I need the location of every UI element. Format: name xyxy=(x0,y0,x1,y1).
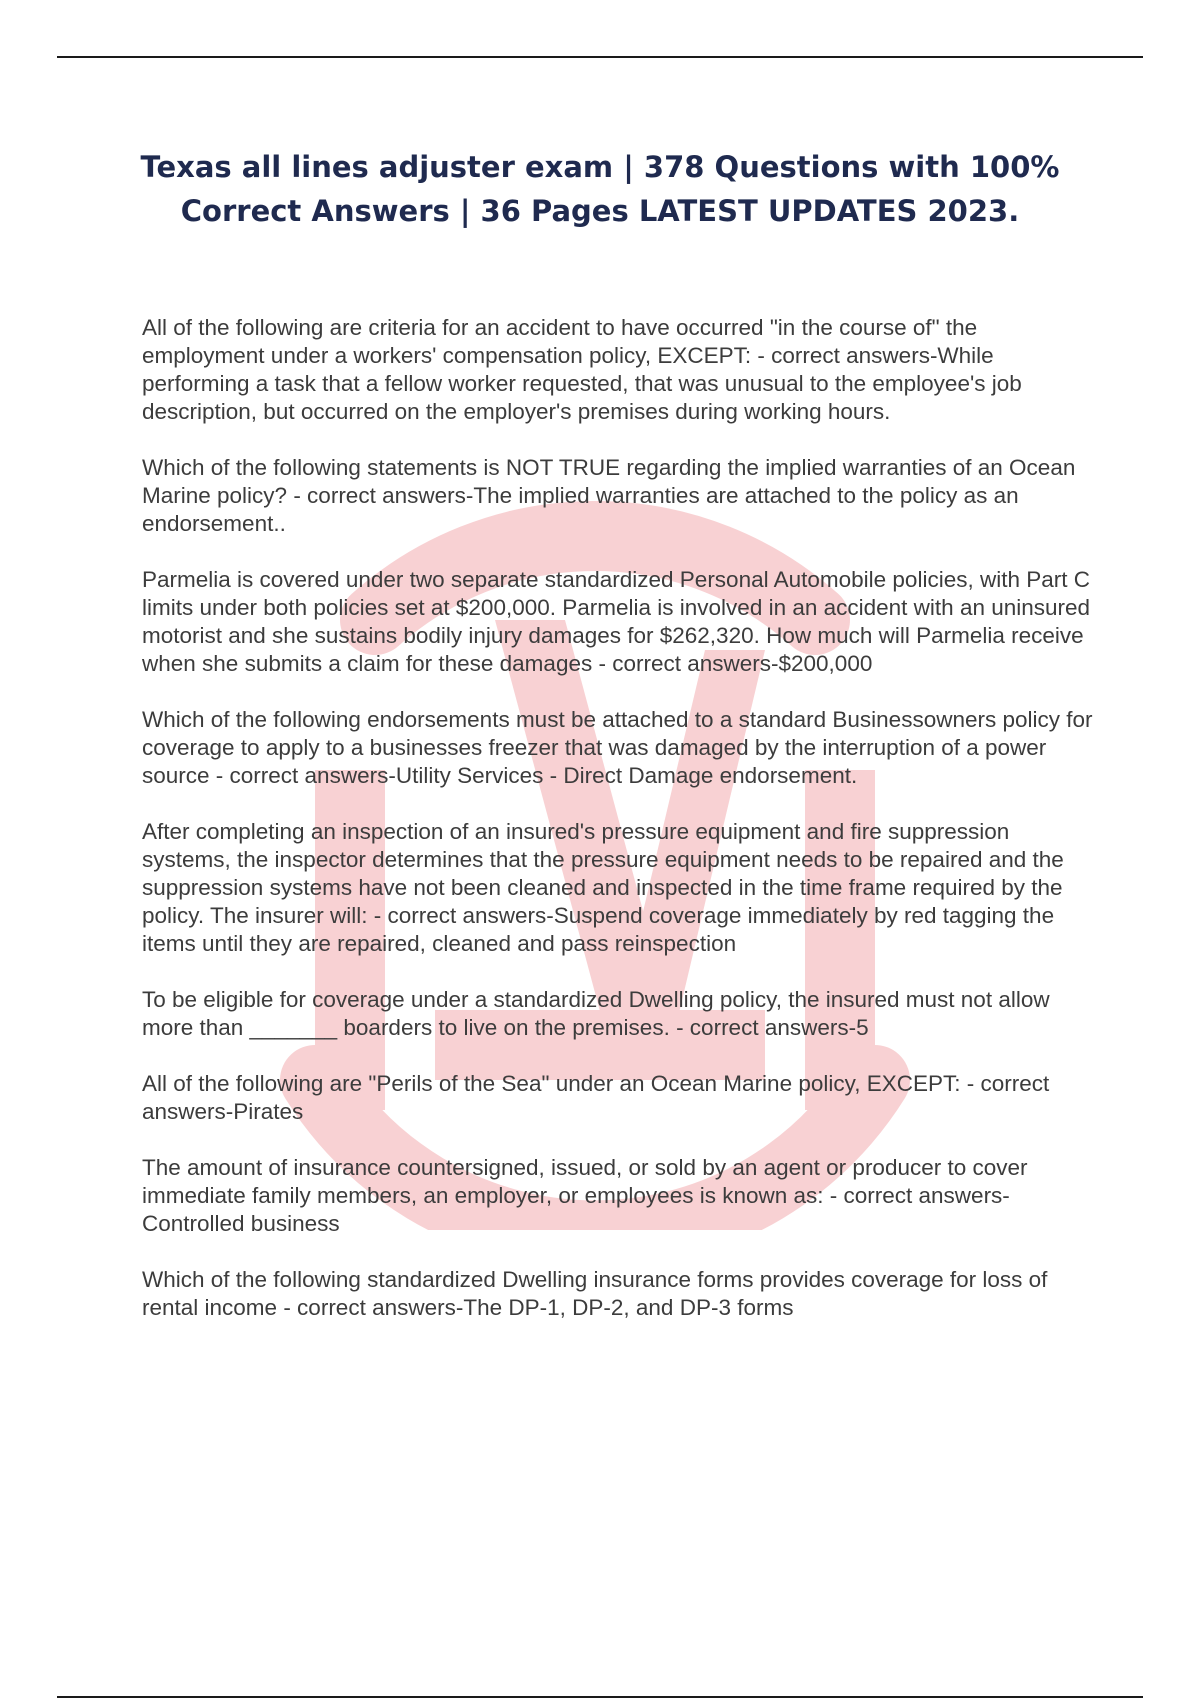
bottom-rule xyxy=(57,1696,1143,1698)
qa-item: All of the following are "Perils of the Sea" under an Ocean Marine policy, EXCEPT: - correct answers-Pirates xyxy=(142,1071,1050,1124)
qa-item: After completing an inspection of an insured's pressure equipment and fire suppression systems, the inspector determines that the pressure equipment needs to be repaired and the suppression systems have not been cleaned and inspected in the time frame required by the policy. The insurer will: - correct answers-Suspend coverage immediately by red tagging the items until they are repaired, cleaned and pass reinspection xyxy=(142,819,1064,956)
title-line-1: Texas all lines adjuster exam | 378 Questions with 100% xyxy=(140,150,1060,184)
top-rule xyxy=(57,56,1143,58)
title-line-2: Correct Answers | 36 Pages LATEST UPDATES 2023. xyxy=(180,194,1020,228)
qa-item: Parmelia is covered under two separate standardized Personal Automobile policies, with Part C limits under both policies set at $200,000. Parmelia is involved in an accident with an uninsured motorist and she sustains bodily injury damages for $262,320. How much will Parmelia receive when she submits a claim for these damages - correct answers-$200,000 xyxy=(142,567,1091,676)
qa-item: To be eligible for coverage under a standardized Dwelling policy, the insured must not allow more than _______ boarders to live on the premises. - correct answers-5 xyxy=(142,987,1050,1040)
qa-item: Which of the following standardized Dwelling insurance forms provides coverage for loss of rental income - correct answers-The DP-1, DP-2, and DP-3 forms xyxy=(142,1267,1048,1320)
document-title xyxy=(100,145,1100,233)
qa-item: All of the following are criteria for an accident to have occurred "in the course of" the employment under a workers' compensation policy, EXCEPT: - correct answers-While performing a task that a fellow worker requested, that was unusual to the employee's job description, but occurred on the employer's premises during working hours. xyxy=(142,315,1022,424)
qa-item: Which of the following endorsements must be attached to a standard Businessowners policy for coverage to apply to a businesses freezer that was damaged by the interruption of a power source - correct answers-Utility Services - Direct Damage endorsement. xyxy=(142,707,1093,788)
qa-item: The amount of insurance countersigned, issued, or sold by an agent or producer to cover immediate family members, an employer, or employees is known as: - correct answers-Controlled business xyxy=(142,1155,1028,1236)
qa-item: Which of the following statements is NOT TRUE regarding the implied warranties of an Ocean Marine policy? - correct answers-The implied warranties are attached to the policy as an endorsement.. xyxy=(142,455,1076,536)
qa-list xyxy=(142,314,1102,1350)
